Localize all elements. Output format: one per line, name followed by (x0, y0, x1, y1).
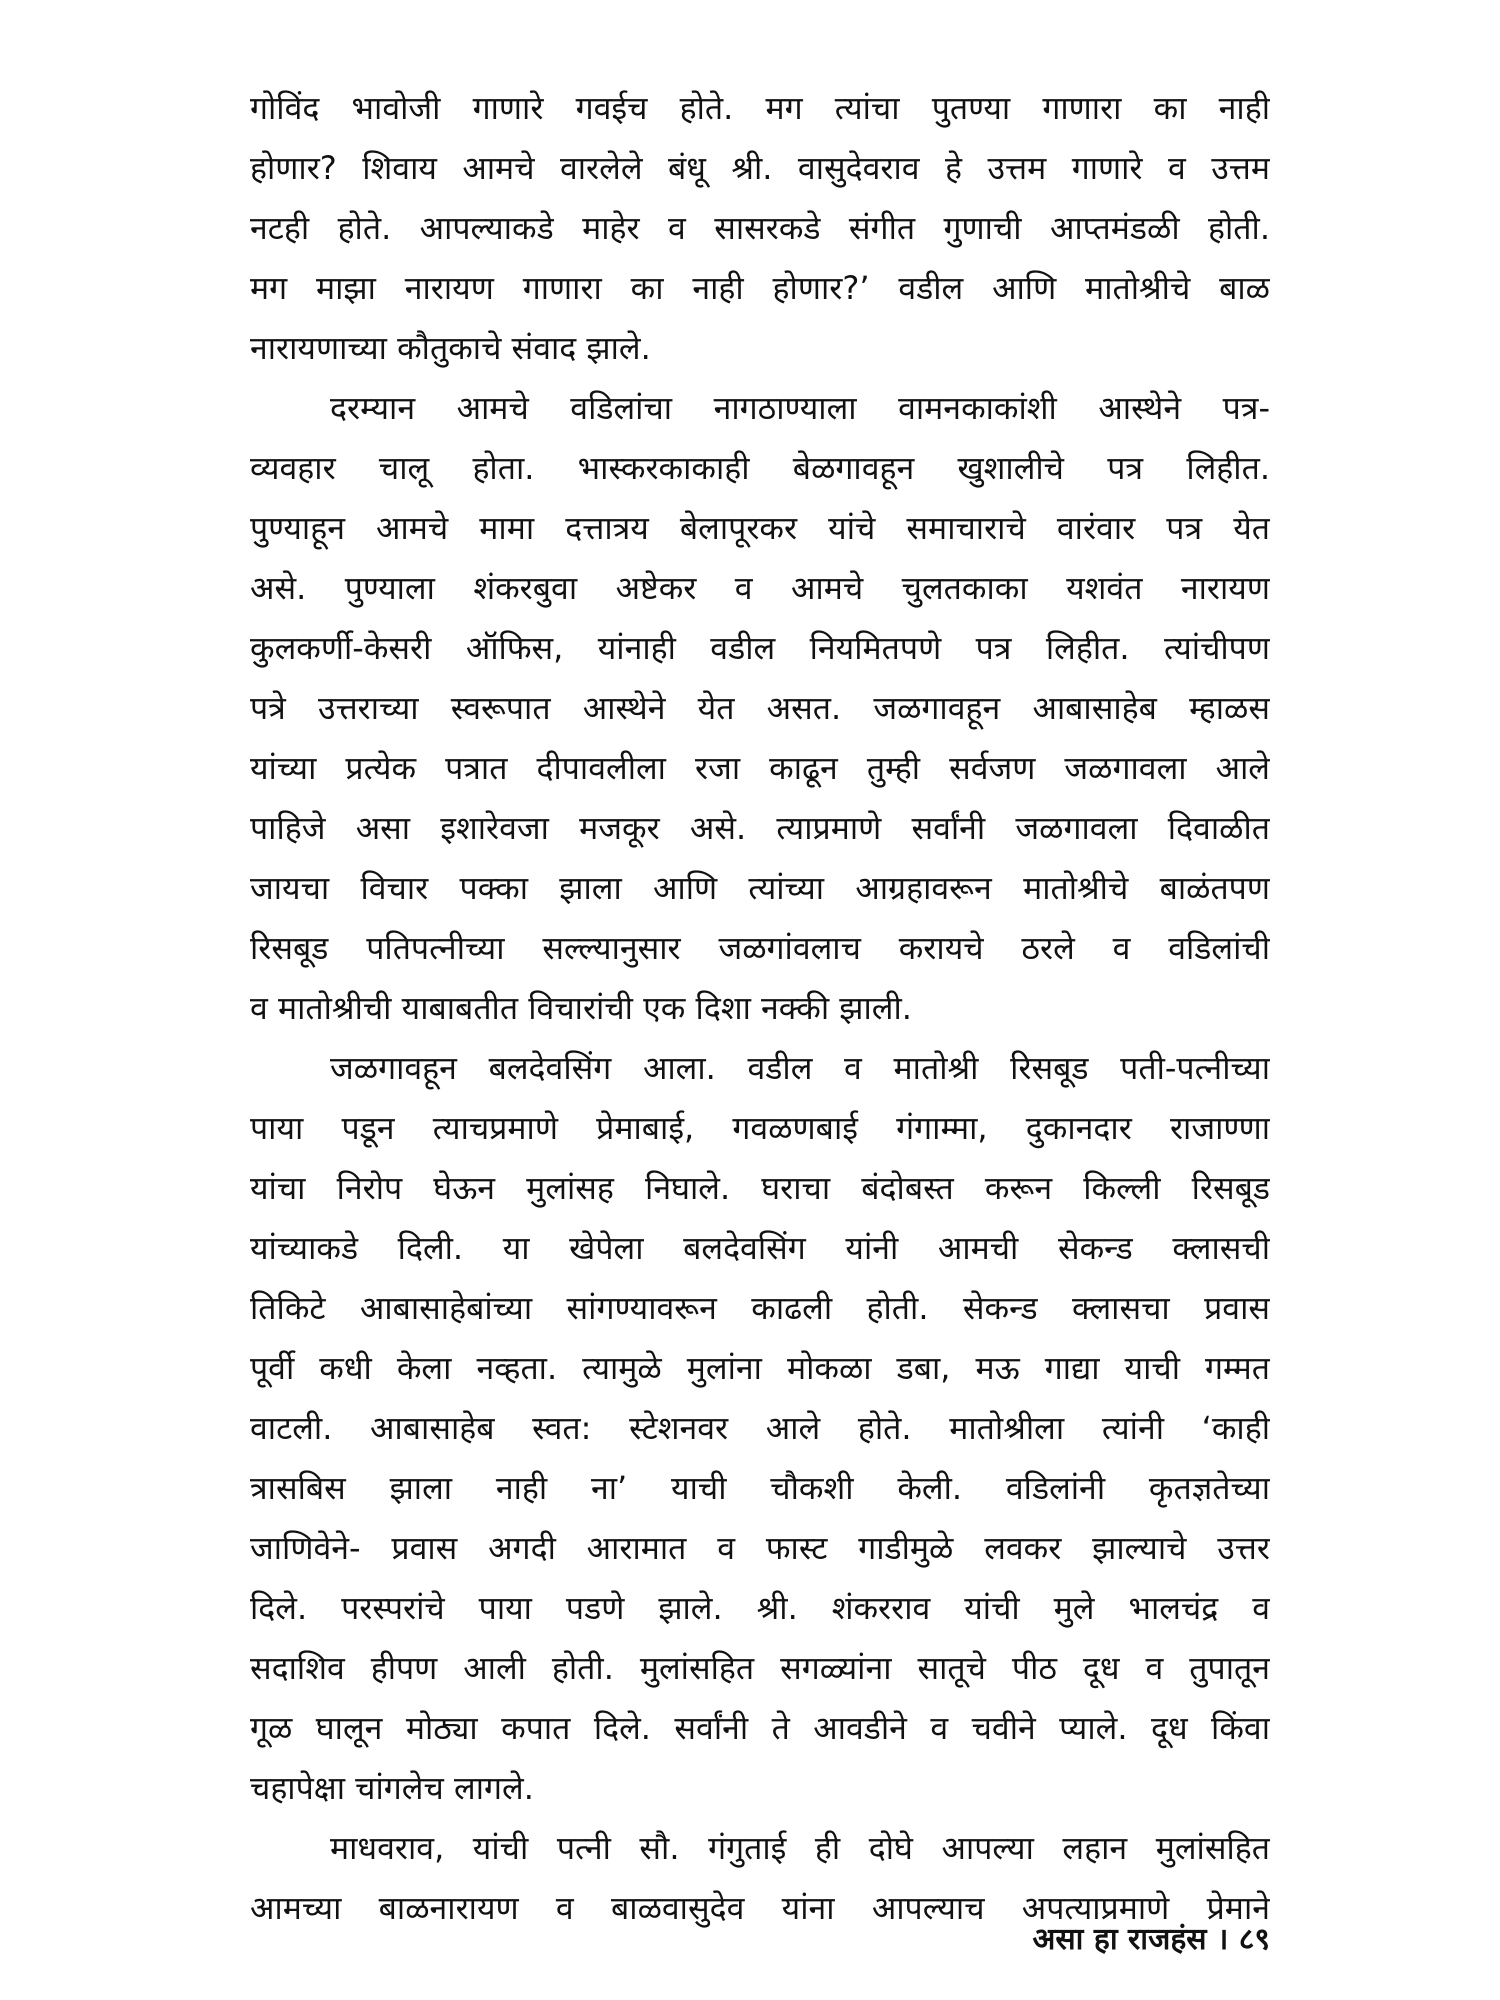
text-line: सदाशिव हीपण आली होती. मुलांसहित सगळ्यांना सातूचे पीठ दूध व तुपातून (250, 1649, 1270, 1687)
page-text (250, 78, 1270, 1938)
text-line: पाया पडून त्याचप्रमाणे प्रेमाबाई, गवळणबाई गंगाम्मा, दुकानदार राजाण्णा (250, 1109, 1270, 1147)
text-line: यांचा निरोप घेऊन मुलांसह निघाले. घराचा बंदोबस्त करून किल्ली रिसबूड (250, 1169, 1270, 1207)
text-line: दिले. परस्परांचे पाया पडणे झाले. श्री. शंकरराव यांची मुले भालचंद्र व (250, 1589, 1270, 1627)
text-line: दरम्यान आमचे वडिलांचा नागठाण्याला वामनकाकांशी आस्थेने पत्र- (330, 389, 1270, 427)
text-line: तिकिटे आबासाहेबांच्या सांगण्यावरून काढली होती. सेकन्ड क्लासचा प्रवास (250, 1289, 1270, 1327)
text-line: असे. पुण्याला शंकरबुवा अष्टेकर व आमचे चुलतकाका यशवंत नारायण (250, 569, 1270, 607)
text-line: व्यवहार चालू होता. भास्करकाकाही बेळगावहून खुशालीचे पत्र लिहीत. (250, 449, 1270, 487)
text-line: नारायणाच्या कौतुकाचे संवाद झाले. (250, 329, 651, 367)
text-line: जायचा विचार पक्का झाला आणि त्यांच्या आग्रहावरून मातोश्रीचे बाळंतपण (250, 869, 1270, 907)
text-line: पाहिजे असा इशारेवजा मजकूर असे. त्याप्रमाणे सर्वांनी जळगावला दिवाळीत (250, 809, 1270, 847)
text-line: व मातोश्रीची याबाबतीत विचारांची एक दिशा नक्की झाली. (250, 989, 912, 1027)
text-line: पत्रे उत्तराच्या स्वरूपात आस्थेने येत असत. जळगावहून आबासाहेब म्हाळस (250, 689, 1270, 727)
text-line: पूर्वी कधी केला नव्हता. त्यामुळे मुलांना मोकळा डबा, मऊ गाद्या याची गम्मत (250, 1349, 1270, 1387)
text-line: होणार? शिवाय आमचे वारलेले बंधू श्री. वासुदेवराव हे उत्तम गाणारे व उत्तम (250, 149, 1270, 187)
text-line: माधवराव, यांची पत्नी सौ. गंगुताई ही दोघे आपल्या लहान मुलांसहित (330, 1829, 1270, 1867)
page-footer: असा हा राजहंस । ८९ (1032, 1922, 1270, 1957)
text-line: रिसबूड पतिपत्नीच्या सल्ल्यानुसार जळगांवलाच करायचे ठरले व वडिलांची (250, 929, 1270, 967)
text-line: गूळ घालून मोठ्या कपात दिले. सर्वांनी ते आवडीने व चवीने प्याले. दूध किंवा (250, 1709, 1270, 1747)
text-line: त्रासबिस झाला नाही ना’ याची चौकशी केली. वडिलांनी कृतज्ञतेच्या (250, 1469, 1270, 1507)
text-line: यांच्या प्रत्येक पत्रात दीपावलीला रजा काढून तुम्ही सर्वजण जळगावला आले (250, 749, 1270, 787)
text-line: मग माझा नारायण गाणारा का नाही होणार?’ वडील आणि मातोश्रीचे बाळ (250, 269, 1270, 307)
text-line: पुण्याहून आमचे मामा दत्तात्रय बेलापूरकर यांचे समाचाराचे वारंवार पत्र येत (250, 509, 1270, 547)
text-line: वाटली. आबासाहेब स्वत: स्टेशनवर आले होते. मातोश्रीला त्यांनी ‘काही (250, 1409, 1270, 1447)
text-line: नटही होते. आपल्याकडे माहेर व सासरकडे संगीत गुणाची आप्तमंडळी होती. (250, 209, 1270, 247)
text-line: आमच्या बाळनारायण व बाळवासुदेव यांना आपल्याच अपत्याप्रमाणे प्रेमाने (250, 1889, 1270, 1927)
text-line: गोविंद भावोजी गाणारे गवईच होते. मग त्यांचा पुतण्या गाणारा का नाही (250, 89, 1270, 127)
text-line: यांच्याकडे दिली. या खेपेला बलदेवसिंग यांनी आमची सेकन्ड क्लासची (250, 1229, 1270, 1267)
text-line: जाणिवेने- प्रवास अगदी आरामात व फास्ट गाडीमुळे लवकर झाल्याचे उत्तर (250, 1529, 1270, 1567)
text-line: कुलकर्णी-केसरी ऑफिस, यांनाही वडील नियमितपणे पत्र लिहीत. त्यांचीपण (250, 629, 1270, 667)
text-line: जळगावहून बलदेवसिंग आला. वडील व मातोश्री रिसबूड पती-पत्नीच्या (330, 1049, 1270, 1087)
text-line: चहापेक्षा चांगलेच लागले. (250, 1769, 534, 1807)
